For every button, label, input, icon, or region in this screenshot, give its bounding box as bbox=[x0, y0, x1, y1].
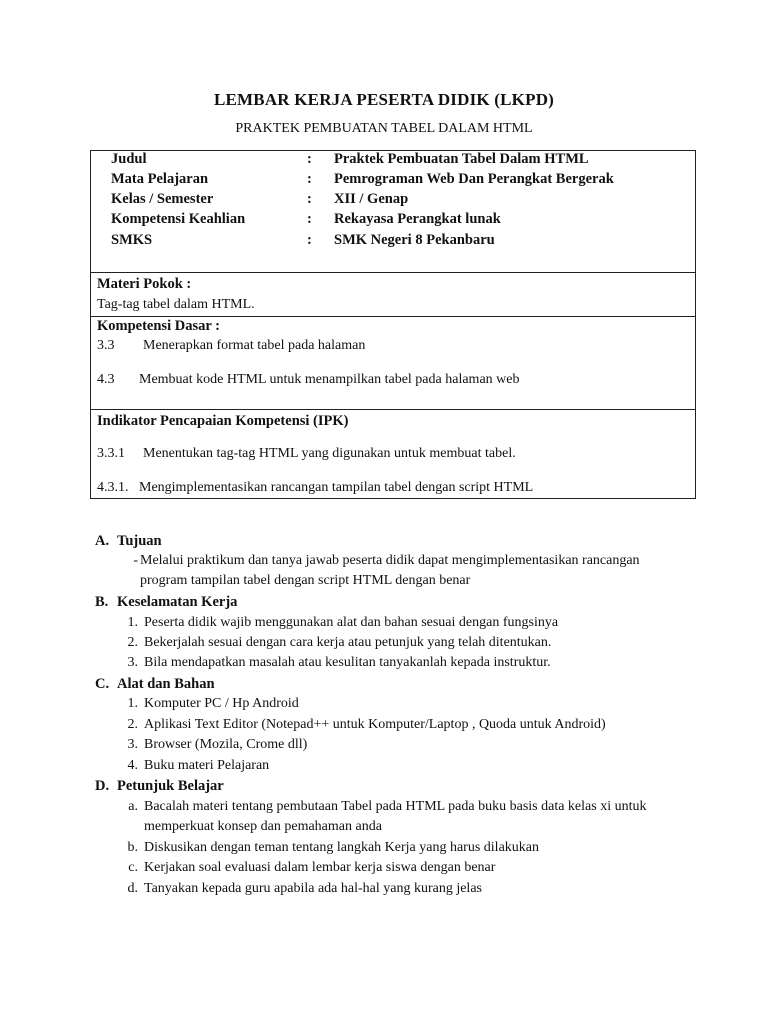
document-title: LEMBAR KERJA PESERTA DIDIK (LKPD) bbox=[213, 90, 555, 109]
list-item: Bekerjalah sesuai dengan cara kerja atau petunjuk yang telah ditentukan. bbox=[144, 635, 552, 650]
ipk-title: Indikator Pencapaian Kompetensi (IPK) bbox=[97, 413, 349, 429]
section-a-heading bbox=[95, 533, 162, 550]
section-title: Keselamatan Kerja bbox=[117, 594, 238, 610]
list-item: Diskusikan dengan teman tentang langkah Kerja yang harus dilakukan bbox=[144, 840, 539, 855]
document-subtitle: PRAKTEK PEMBUATAN TABEL DALAM HTML bbox=[235, 121, 533, 136]
kd-text: Membuat kode HTML untuk menampilkan tabel pada halaman web bbox=[139, 372, 520, 387]
info-label: Mata Pelajaran bbox=[111, 171, 209, 187]
section-title: Tujuan bbox=[117, 533, 162, 549]
section-title: Petunjuk Belajar bbox=[117, 778, 224, 794]
list-marker: d. bbox=[127, 881, 138, 896]
list-marker: 2. bbox=[127, 635, 138, 650]
section-b-heading bbox=[95, 594, 237, 611]
info-label: Kompetensi Keahlian bbox=[111, 211, 246, 227]
section-letter: A. bbox=[95, 533, 110, 549]
list-marker: 1. bbox=[127, 615, 138, 630]
list-item: Kerjakan soal evaluasi dalam lembar kerja siswa dengan benar bbox=[144, 860, 496, 875]
info-value: XII / Genap bbox=[334, 191, 409, 207]
list-item: Komputer PC / Hp Android bbox=[144, 696, 299, 711]
list-marker: 2. bbox=[127, 717, 138, 732]
tujuan-text-cont: program tampilan tabel dengan script HTML dengan benar bbox=[140, 573, 471, 588]
ipk-number: 3.3.1 bbox=[97, 446, 125, 461]
kd-text: Menerapkan format tabel pada halaman bbox=[143, 338, 366, 353]
ipk-box bbox=[90, 409, 696, 499]
materi-pokok-box bbox=[90, 272, 696, 317]
info-label: Kelas / Semester bbox=[111, 191, 214, 207]
section-letter: B. bbox=[95, 594, 109, 610]
ipk-text: Menentukan tag-tag HTML yang digunakan untuk membuat tabel. bbox=[143, 446, 516, 461]
info-value: Praktek Pembuatan Tabel Dalam HTML bbox=[334, 151, 589, 167]
info-value: Pemrograman Web Dan Perangkat Bergerak bbox=[334, 171, 614, 187]
section-title: Alat dan Bahan bbox=[117, 676, 215, 692]
materi-pokok-text: Tag-tag tabel dalam HTML. bbox=[97, 297, 255, 312]
materi-pokok-title: Materi Pokok : bbox=[97, 276, 192, 292]
section-d-heading bbox=[95, 778, 224, 795]
info-value: Rekayasa Perangkat lunak bbox=[334, 211, 501, 227]
section-letter: C. bbox=[95, 676, 110, 692]
list-marker: b. bbox=[127, 840, 138, 855]
ipk-text: Mengimplementasikan rancangan tampilan tabel dengan script HTML bbox=[139, 480, 534, 495]
list-marker: a. bbox=[128, 799, 138, 814]
kompetensi-dasar-box bbox=[90, 316, 696, 410]
info-box bbox=[90, 150, 696, 272]
section-c-heading bbox=[95, 676, 215, 693]
ipk-number: 4.3.1. bbox=[97, 480, 129, 495]
bullet-mark: - bbox=[133, 553, 138, 568]
list-item: Bacalah materi tentang pembutaan Tabel pada HTML pada buku basis data kelas xi untuk bbox=[144, 799, 647, 814]
info-colon: : bbox=[307, 171, 312, 187]
list-marker: 3. bbox=[127, 655, 138, 670]
list-marker: 3. bbox=[127, 737, 138, 752]
list-item: Tanyakan kepada guru apabila ada hal-hal yang kurang jelas bbox=[144, 881, 482, 896]
list-item: Browser (Mozila, Crome dll) bbox=[144, 737, 308, 752]
section-letter: D. bbox=[95, 778, 110, 794]
list-item-cont: memperkuat konsep dan pemahaman anda bbox=[144, 819, 382, 834]
list-item: Buku materi Pelajaran bbox=[144, 758, 270, 773]
info-colon: : bbox=[307, 211, 312, 227]
list-item: Aplikasi Text Editor (Notepad++ untuk Komputer/Laptop , Quoda untuk Android) bbox=[144, 717, 606, 732]
list-item: Bila mendapatkan masalah atau kesulitan tanyakanlah kepada instruktur. bbox=[144, 655, 551, 670]
info-value: SMK Negeri 8 Pekanbaru bbox=[334, 232, 495, 248]
info-colon: : bbox=[307, 151, 312, 167]
list-marker: 1. bbox=[127, 696, 138, 711]
info-label: Judul bbox=[111, 151, 147, 167]
info-colon: : bbox=[307, 232, 312, 248]
info-colon: : bbox=[307, 191, 312, 207]
kompetensi-dasar-title: Kompetensi Dasar : bbox=[97, 318, 220, 334]
list-marker: c. bbox=[128, 860, 138, 875]
info-label: SMKS bbox=[111, 232, 153, 248]
kd-number: 3.3 bbox=[97, 338, 115, 353]
tujuan-text: Melalui praktikum dan tanya jawab peserta didik dapat mengimplementasikan rancangan bbox=[140, 553, 640, 568]
kd-number: 4.3 bbox=[97, 372, 115, 387]
list-item: Peserta didik wajib menggunakan alat dan bahan sesuai dengan fungsinya bbox=[144, 615, 559, 630]
list-marker: 4. bbox=[127, 758, 138, 773]
